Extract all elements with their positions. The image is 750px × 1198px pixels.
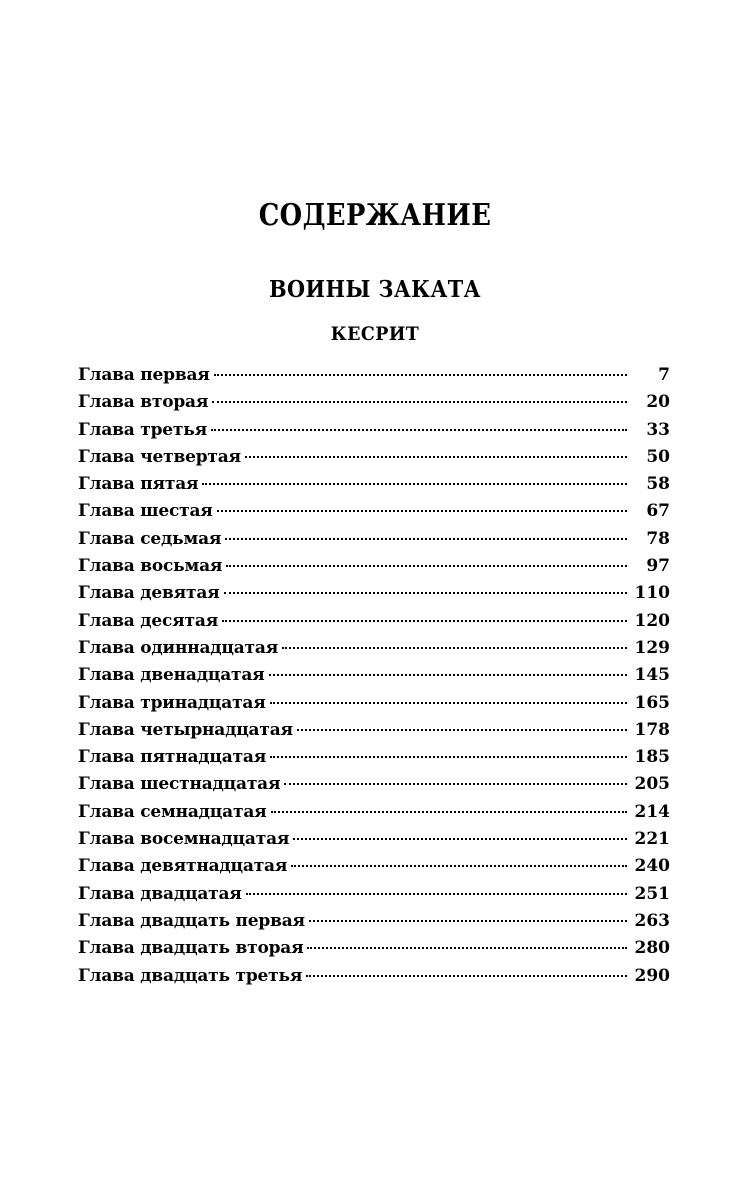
dot-leader xyxy=(214,374,627,376)
entry-label: Глава семнадцатая xyxy=(78,801,267,822)
entry-page-number: 129 xyxy=(634,637,670,658)
entry-page-number: 7 xyxy=(658,365,670,385)
toc-entry xyxy=(78,608,670,635)
dot-leader xyxy=(225,538,627,540)
dot-leader xyxy=(293,838,627,840)
entry-page-number: 251 xyxy=(634,883,670,904)
toc-entry xyxy=(78,498,670,525)
entry-page-number: 185 xyxy=(634,747,670,768)
dot-leader xyxy=(270,702,627,704)
dot-leader xyxy=(222,620,627,622)
toc-entry xyxy=(78,362,670,389)
entry-page-number: 20 xyxy=(646,392,670,413)
entry-page-number: 50 xyxy=(646,446,670,467)
entry-page-number: 120 xyxy=(634,610,670,631)
toc-entry xyxy=(78,881,670,908)
entry-page-number: 145 xyxy=(634,665,670,686)
part-title: КЕСРИТ xyxy=(330,323,420,345)
entry-page-number: 78 xyxy=(646,528,670,549)
toc-entry xyxy=(78,662,670,689)
entry-label: Глава двадцать первая xyxy=(78,910,305,931)
dot-leader xyxy=(270,756,627,758)
entry-page-number: 110 xyxy=(634,583,670,604)
toc-entry xyxy=(78,553,670,580)
entry-page-number: 280 xyxy=(634,938,670,959)
toc-entry xyxy=(78,963,670,990)
entry-page-number: 221 xyxy=(634,829,670,850)
entry-label: Глава девятая xyxy=(78,583,220,604)
entry-page-number: 214 xyxy=(634,801,670,822)
entry-label: Глава пятнадцатая xyxy=(78,747,267,768)
entry-label: Глава третья xyxy=(78,419,207,440)
entry-page-number: 205 xyxy=(634,774,670,795)
toc-entry xyxy=(78,717,670,744)
dot-leader xyxy=(202,483,627,485)
entry-label: Глава шестнадцатая xyxy=(78,774,281,795)
dot-leader xyxy=(291,865,627,867)
entry-label: Глава одиннадцатая xyxy=(78,637,279,658)
dot-leader xyxy=(217,510,627,512)
toc-entry xyxy=(78,853,670,880)
entry-label: Глава тринадцатая xyxy=(78,692,266,713)
dot-leader xyxy=(282,647,627,649)
entry-page-number: 165 xyxy=(634,692,670,713)
book-title: ВОИНЫ ЗАКАТА xyxy=(269,276,481,303)
entry-label: Глава двадцать третья xyxy=(78,965,303,986)
dot-leader xyxy=(269,674,627,676)
table-of-contents xyxy=(78,362,670,990)
toc-entry xyxy=(78,935,670,962)
dot-leader xyxy=(211,429,627,431)
entry-label: Глава девятнадцатая xyxy=(78,856,288,877)
entry-page-number: 33 xyxy=(646,419,670,440)
dot-leader xyxy=(284,783,627,785)
toc-entry xyxy=(78,389,670,416)
dot-leader xyxy=(226,565,627,567)
dot-leader xyxy=(246,893,627,895)
dot-leader xyxy=(306,975,627,977)
entry-label: Глава седьмая xyxy=(78,528,222,549)
entry-label: Глава шестая xyxy=(78,501,213,522)
entry-label: Глава двенадцатая xyxy=(78,665,265,686)
entry-label: Глава пятая xyxy=(78,474,199,495)
dot-leader xyxy=(224,592,627,594)
toc-entry xyxy=(78,826,670,853)
toc-entry xyxy=(78,908,670,935)
entry-label: Глава первая xyxy=(78,365,210,385)
entry-label: Глава восьмая xyxy=(78,556,223,577)
dot-leader xyxy=(309,920,627,922)
dot-leader xyxy=(307,947,627,949)
entry-label: Глава десятая xyxy=(78,610,219,631)
entry-label: Глава вторая xyxy=(78,392,209,413)
entry-page-number: 290 xyxy=(634,965,670,986)
toc-entry xyxy=(78,635,670,662)
toc-entry xyxy=(78,526,670,553)
entry-page-number: 97 xyxy=(646,556,670,577)
toc-entry xyxy=(78,417,670,444)
entry-label: Глава четвертая xyxy=(78,446,241,467)
entry-label: Глава двадцать вторая xyxy=(78,938,304,959)
entry-label: Глава двадцатая xyxy=(78,883,242,904)
contents-heading: СОДЕРЖАНИЕ xyxy=(258,198,492,233)
dot-leader xyxy=(245,456,627,458)
dot-leader xyxy=(297,729,627,731)
toc-entry xyxy=(78,744,670,771)
entry-page-number: 178 xyxy=(634,719,670,740)
entry-label: Глава четырнадцатая xyxy=(78,719,293,740)
toc-entry xyxy=(78,690,670,717)
dot-leader xyxy=(212,401,627,403)
toc-entry xyxy=(78,580,670,607)
entry-page-number: 58 xyxy=(646,474,670,495)
entry-label: Глава восемнадцатая xyxy=(78,829,290,850)
toc-entry xyxy=(78,471,670,498)
entry-page-number: 263 xyxy=(634,910,670,931)
toc-entry xyxy=(78,771,670,798)
toc-entry xyxy=(78,799,670,826)
toc-entry xyxy=(78,444,670,471)
entry-page-number: 67 xyxy=(646,501,670,522)
dot-leader xyxy=(271,811,628,813)
entry-page-number: 240 xyxy=(634,856,670,877)
